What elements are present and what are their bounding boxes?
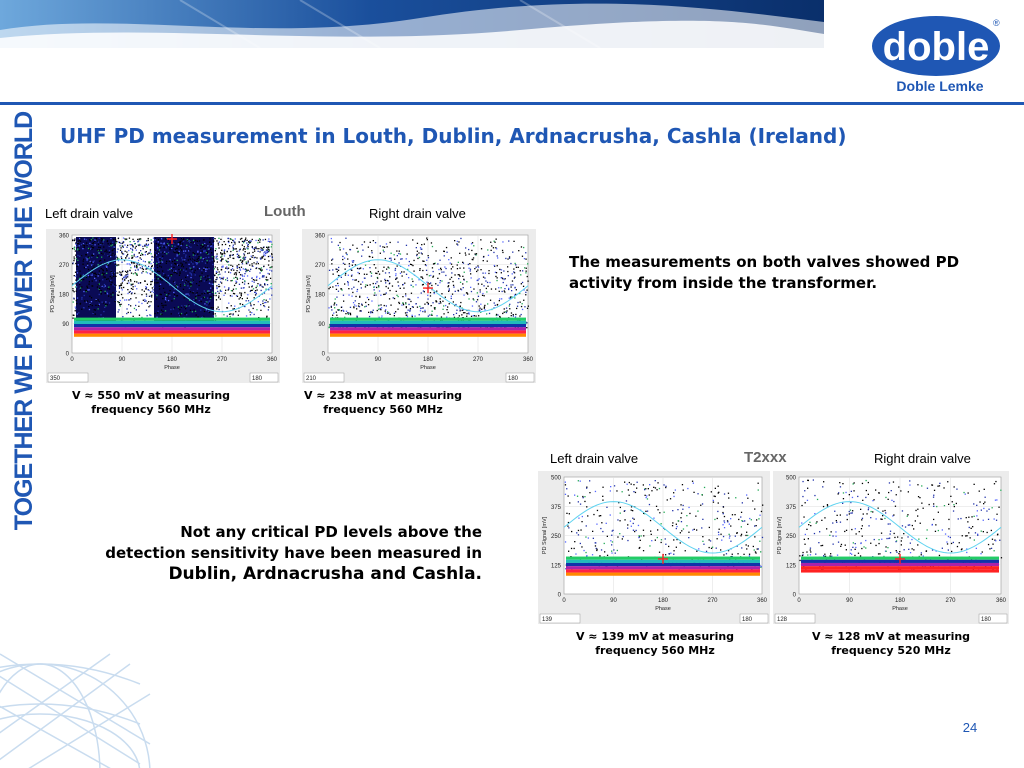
x-tick-label: 90 xyxy=(374,357,382,363)
footer-right-value: 180 xyxy=(742,617,753,623)
x-tick-label: 0 xyxy=(562,598,566,604)
svg-text:®: ® xyxy=(993,18,1000,28)
x-axis-label: Phase xyxy=(164,365,180,371)
x-tick-label: 90 xyxy=(118,357,126,363)
footer-left-value: 210 xyxy=(306,376,317,382)
x-tick-label: 360 xyxy=(522,357,534,363)
louth-left-label: Left drain valve xyxy=(45,206,134,221)
louth-left-note-line2: frequency 560 MHz xyxy=(91,403,211,416)
x-tick-label: 360 xyxy=(266,357,278,363)
t2-right-label: Right drain valve xyxy=(874,451,971,466)
x-tick-label: 90 xyxy=(610,598,617,604)
y-tick-label: 360 xyxy=(314,233,325,240)
x-tick-label: 180 xyxy=(422,357,434,363)
y-tick-label: 0 xyxy=(65,351,69,358)
footer-left-value: 139 xyxy=(542,617,553,623)
y-tick-label: 270 xyxy=(314,263,325,269)
globe-decoration xyxy=(0,624,160,768)
x-tick-label: 270 xyxy=(472,357,484,363)
louth-right-note-line2: frequency 560 MHz xyxy=(323,403,443,416)
footer-right-value: 180 xyxy=(981,617,992,623)
x-axis-label: Phase xyxy=(420,365,436,371)
x-tick-label: 360 xyxy=(756,598,768,604)
y-tick-label: 375 xyxy=(785,504,796,511)
louth-left-note xyxy=(46,389,256,417)
slide-title: UHF PD measurement in Louth, Dublin, Ardnacrusha, Cashla (Ireland) xyxy=(60,124,847,148)
louth-right-note xyxy=(278,389,488,417)
t2-left-note xyxy=(550,630,760,658)
t2-left-label: Left drain valve xyxy=(550,451,639,466)
y-axis-label: PD Signal [mV] xyxy=(777,516,783,555)
y-tick-label: 0 xyxy=(557,592,561,599)
y-tick-label: 360 xyxy=(58,233,69,240)
x-tick-label: 0 xyxy=(797,598,801,604)
footer-right-value: 180 xyxy=(252,376,263,382)
top-banner-image xyxy=(0,0,824,48)
louth-right-note-line1: V ≈ 238 mV at measuring xyxy=(303,389,463,402)
prpd-plot-t2-left xyxy=(538,471,770,624)
y-tick-label: 90 xyxy=(318,322,325,328)
summary-text: The measurements on both valves showed PD activity from inside the transformer. xyxy=(569,253,960,292)
svg-text:Doble Lemke: Doble Lemke xyxy=(896,78,984,94)
header-divider xyxy=(0,102,1024,105)
conclusion-text xyxy=(40,522,482,585)
footer-left-value: 128 xyxy=(777,617,788,623)
footer-left-value: 350 xyxy=(50,376,61,382)
x-tick-label: 180 xyxy=(657,598,669,604)
prpd-plot-t2-right xyxy=(773,471,1009,624)
y-tick-label: 500 xyxy=(550,475,561,482)
conclusion-line2: detection sensitivity have been measured in xyxy=(105,544,482,562)
y-tick-label: 180 xyxy=(314,292,325,299)
louth-site-label: Louth xyxy=(264,203,306,220)
page-number: 24 xyxy=(962,720,978,735)
y-axis-label: PD Signal [mV] xyxy=(50,275,56,313)
x-tick-label: 0 xyxy=(326,357,330,363)
x-tick-label: 90 xyxy=(846,598,853,604)
y-axis-label: PD Signal [mV] xyxy=(306,275,312,313)
y-tick-label: 0 xyxy=(321,351,325,358)
doble-logo xyxy=(870,12,1004,98)
t2-left-note-line1: V ≈ 139 mV at measuring xyxy=(575,630,735,643)
y-tick-label: 125 xyxy=(785,563,796,570)
x-axis-label: Phase xyxy=(892,606,908,612)
x-tick-label: 180 xyxy=(166,357,178,363)
y-tick-label: 270 xyxy=(58,263,69,269)
y-tick-label: 500 xyxy=(785,475,796,482)
t2-right-note xyxy=(786,630,996,658)
y-tick-label: 180 xyxy=(58,292,69,299)
slogan-text: TOGETHER WE POWER THE WORLD xyxy=(10,111,38,531)
louth-left-note-line1: V ≈ 550 mV at measuring xyxy=(71,389,231,402)
x-tick-label: 180 xyxy=(894,598,906,604)
prpd-plot-louth-left xyxy=(46,229,280,383)
x-tick-label: 0 xyxy=(70,357,74,363)
x-tick-label: 360 xyxy=(995,598,1007,604)
louth-right-label: Right drain valve xyxy=(369,206,466,221)
y-tick-label: 250 xyxy=(550,534,561,540)
y-tick-label: 375 xyxy=(550,504,561,511)
footer-right-value: 180 xyxy=(508,376,519,382)
x-tick-label: 270 xyxy=(945,598,956,604)
y-axis-label: PD Signal [mV] xyxy=(542,516,548,555)
conclusion-line1: Not any critical PD levels above the xyxy=(180,523,482,541)
prpd-plot-louth-right xyxy=(302,229,536,383)
y-tick-label: 125 xyxy=(550,563,561,570)
x-tick-label: 270 xyxy=(216,357,228,363)
svg-text:doble: doble xyxy=(882,25,990,69)
y-tick-label: 250 xyxy=(785,534,796,540)
x-tick-label: 270 xyxy=(707,598,718,604)
y-tick-label: 0 xyxy=(792,592,796,599)
x-axis-label: Phase xyxy=(655,606,671,612)
t2-site-label: T2xxx xyxy=(744,449,787,466)
conclusion-line3: Dublin, Ardnacrusha and Cashla. xyxy=(168,564,482,584)
t2-right-note-line1: V ≈ 128 mV at measuring xyxy=(811,630,971,643)
t2-left-note-line2: frequency 560 MHz xyxy=(595,644,715,657)
y-tick-label: 90 xyxy=(62,322,69,328)
t2-right-note-line2: frequency 520 MHz xyxy=(831,644,951,657)
